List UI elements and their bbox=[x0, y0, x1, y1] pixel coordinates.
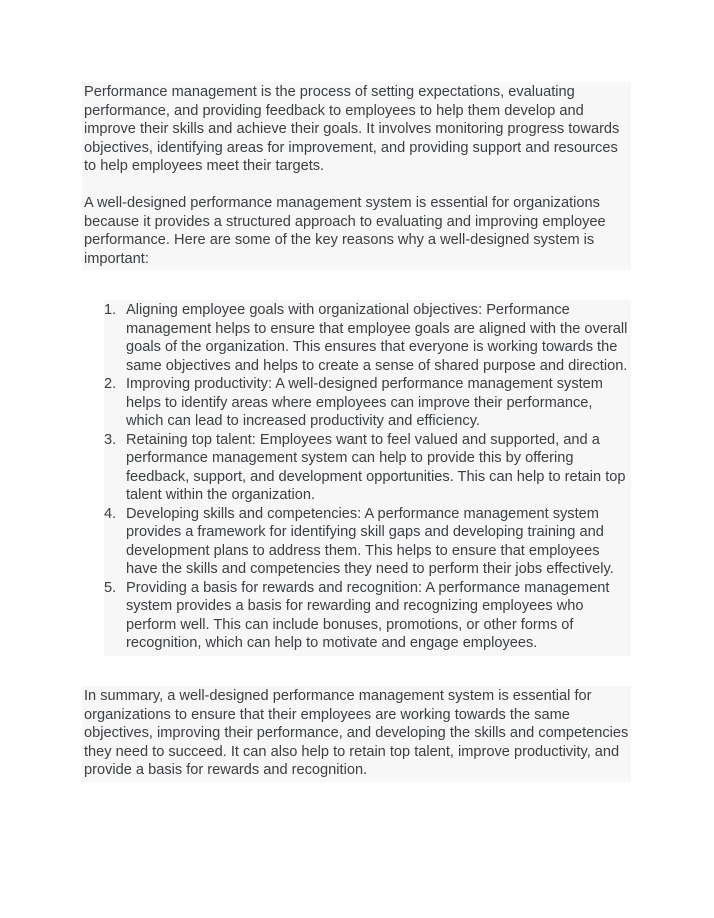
list-item bbox=[104, 301, 631, 375]
list-item-number: 3. bbox=[104, 431, 117, 448]
reasons-section bbox=[104, 300, 631, 656]
list-item-text: Improving productivity: A well-designed performance management system helps to identify areas where employees can improve their performance, which can lead to increased productivity and efficiency. bbox=[126, 376, 603, 429]
list-item-text: Retaining top talent: Employees want to feel valued and supported, and a performance management system can help to provide this by offering feedback, support, and development opportunities. This can help to retain top talent within the organization. bbox=[126, 431, 626, 503]
list-item bbox=[104, 505, 631, 579]
summary-section bbox=[82, 686, 631, 782]
list-item-number: 1. bbox=[104, 302, 117, 318]
list-item-number: 4. bbox=[104, 505, 117, 522]
summary-paragraph: In summary, a well-designed performance management system is essential for organizations to ensure that their employees are working towards the same objectives, improving their performance, and developing the skills and competencies they need to succeed. It can also help to retain top talent, improve productivity, and provide a basis for rewards and recognition. bbox=[84, 688, 629, 778]
intro-section bbox=[82, 82, 631, 270]
intro-paragraph-importance: A well-designed performance management system is essential for organizations because it provides a structured approach to evaluating and improving employee performance. Here are some of the key reasons why a well-designed system is important: bbox=[84, 195, 606, 267]
list-item bbox=[104, 579, 631, 653]
list-item-number: 2. bbox=[104, 376, 117, 392]
list-item bbox=[104, 375, 631, 431]
list-item bbox=[104, 431, 631, 505]
intro-paragraph-definition: Performance management is the process of setting expectations, evaluating performance, and providing feedback to employees to help them develop and improve their skills and achieve their goals. It involves monitoring progress towards objectives, identifying areas for improvement, and providing support and resources to help employees meet their targets. bbox=[84, 84, 620, 174]
list-item-text: Providing a basis for rewards and recognition: A performance management system provides a basis for rewarding and recognizing employees who perform well. This can include bonuses, promotions, or other forms of recognition, which can help to motivate and engage employees. bbox=[126, 579, 610, 651]
reasons-list bbox=[104, 301, 631, 653]
list-item-text: Developing skills and competencies: A performance management system provides a framework for identifying skill gaps and developing training and development plans to address them. This helps to ensure that employees have the skills and competencies they need to perform their jobs effectively. bbox=[126, 505, 614, 577]
list-item-text: Aligning employee goals with organizational objectives: Performance management helps to ensure that employee goals are aligned with the overall goals of the organization. This ensures that everyone is working towards the same objectives and helps to create a sense of shared purpose and direction. bbox=[126, 302, 628, 374]
list-item-number: 5. bbox=[104, 579, 117, 596]
